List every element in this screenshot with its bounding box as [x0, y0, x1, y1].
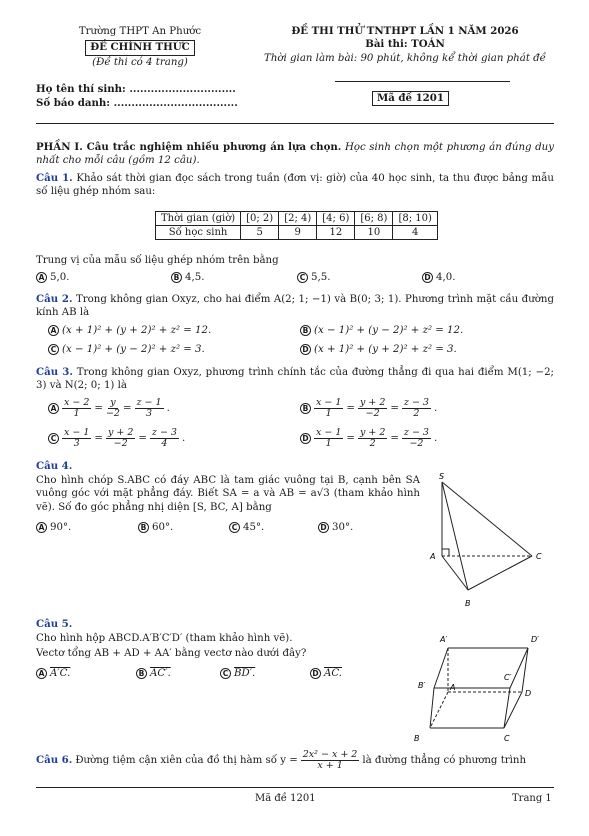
q3-option-a[interactable]: A $\frac{x - 2}{1}$ = $\frac{y}{-2}$ = $\frac{z - 1}{3}$ . — [48, 398, 170, 419]
table-cell: 12 — [317, 226, 355, 240]
fraction: $\frac{z - 3}{-2}$ — [403, 427, 429, 449]
q1-text: Câu 1. Khảo sát thời gian đọc sách trong tuần (đơn vị: giờ) của 40 học sinh, ta thu được bảng mẫu số liệu ghép nhóm sau: — [36, 172, 554, 198]
label-s: S — [439, 472, 445, 481]
fraction: $\frac{x - 1}{1}$ — [316, 427, 342, 449]
q4-option-c[interactable]: C 45°. — [229, 521, 264, 534]
table-cell: 4 — [393, 226, 437, 240]
label-c-prime: C′ — [504, 673, 512, 682]
q5-label: Câu 5. — [36, 618, 73, 630]
q4-option-a[interactable]: A 90°. — [36, 521, 71, 534]
header-rule — [335, 81, 510, 82]
q6-fraction: $\frac{\text{2x² − x + 2}}{x + 1}$ — [302, 749, 358, 771]
label-c: C — [536, 552, 542, 561]
label-a: A — [450, 683, 456, 692]
q5-option-c[interactable]: C BD′. — [220, 667, 255, 680]
fraction: $\frac{z - 3}{2}$ — [403, 397, 429, 419]
label-b: B — [465, 599, 471, 608]
pages-note: (Đề thi có 4 trang) — [92, 56, 188, 68]
header-divider — [36, 123, 554, 124]
id-field: Số báo danh: ................................... — [36, 97, 238, 109]
subject: Bài thi: TOÁN — [365, 38, 445, 51]
time-note: Thời gian làm bài: 90 phút, không kể thời gian phát đề — [264, 52, 546, 64]
footer-page: Trang 1 — [512, 793, 552, 804]
fraction: $\frac{x - 1}{1}$ — [316, 397, 342, 419]
table-cell: 9 — [279, 226, 317, 240]
fraction: $\frac{y + 2}{-2}$ — [359, 397, 386, 419]
label-a: A — [430, 552, 436, 561]
fraction: $\frac{z - 3}{4}$ — [151, 427, 177, 449]
table-cell: Số học sinh — [156, 226, 241, 240]
q6-text: Câu 6. Đường tiệm cận xiên của đồ thị hàm số y = $\frac{\text{2x² − x + 2}}{x + 1}$ là đường thẳng có phương trình — [36, 749, 527, 771]
q1-prompt: Trung vị của mẫu số liệu ghép nhóm trên bằng — [36, 255, 279, 266]
label-b: B — [414, 734, 420, 743]
q2-option-b[interactable]: B (x − 1)² + (y − 2)² + z² = 12. — [300, 324, 463, 337]
part1-heading: PHẦN I. Câu trắc nghiệm nhiều phương án lựa chọn. Học sinh chọn một phương án đúng duy nhất cho mỗi câu (gồm 12 câu). — [36, 141, 555, 167]
q1-option-b[interactable]: B 4,5. — [171, 271, 204, 284]
school-block — [60, 25, 220, 69]
table-cell: Thời gian (giờ) — [156, 212, 241, 226]
right-angle-mark — [442, 549, 449, 556]
q4-option-d[interactable]: D 30°. — [318, 521, 353, 534]
edge-bc — [468, 556, 532, 590]
edge-b1b — [430, 688, 434, 728]
label-d: D — [525, 689, 532, 698]
edge-a1b1 — [434, 648, 448, 688]
table-cell: [8; 10) — [393, 212, 437, 226]
q4-option-b[interactable]: B 60°. — [138, 521, 173, 534]
official-label: ĐỀ CHÍNH THỨC — [85, 40, 194, 55]
label-a-prime: A′ — [440, 635, 448, 644]
q5-option-d[interactable]: D AC. — [310, 667, 342, 680]
fraction: $\frac{x - 1}{3}$ — [64, 427, 90, 449]
box-figure — [410, 628, 560, 748]
table-cell: [4; 6) — [317, 212, 355, 226]
q3-text: Câu 3. Trong không gian Oxyz, phương trình chính tắc của đường thẳng đi qua hai điểm M(1; −2; 3) và N(2; 0; 1) là — [36, 366, 554, 392]
school-name: Trường THPT An Phước — [78, 26, 202, 37]
exam-block — [255, 25, 555, 65]
q2-option-d[interactable]: D (x + 1)² + (y + 2)² + z² = 3. — [300, 343, 457, 356]
label-c: C — [504, 734, 510, 743]
name-field: Họ tên thí sinh: .............................. — [36, 83, 236, 95]
q5-option-b[interactable]: B AC′. — [136, 667, 171, 680]
q3-option-b[interactable]: B $\frac{x - 1}{1}$ = $\frac{y + 2}{-2}$ = $\frac{z - 3}{2}$ . — [300, 398, 437, 419]
q3-option-d[interactable]: D $\frac{x - 1}{1}$ = $\frac{y + 2}{2}$ = $\frac{z - 3}{-2}$ . — [300, 428, 437, 449]
exam-code: Mã đề 1201 — [372, 91, 449, 106]
exam-title: ĐỀ THI THỬ TNTHPT LẦN 1 NĂM 2026 — [291, 25, 519, 37]
q1-option-d[interactable]: D 4,0. — [422, 271, 455, 284]
footer-rule — [36, 787, 554, 788]
q2-option-a[interactable]: A (x + 1)² + (y + 2)² + z² = 12. — [48, 324, 211, 337]
fraction: $\frac{x - 2}{1}$ — [64, 397, 90, 419]
label-b-prime: B′ — [418, 681, 426, 690]
q5-text2: Vectơ tổng AB + AD + AA′ bằng vectơ nào dưới đây? — [36, 648, 307, 659]
fraction: $\frac{y}{-2}$ — [105, 397, 120, 419]
q4-label: Câu 4. — [36, 460, 73, 472]
q1-option-c[interactable]: C 5,5. — [297, 271, 330, 284]
fraction: $\frac{y + 2}{-2}$ — [107, 427, 134, 449]
q1-table — [155, 211, 438, 240]
q4-text: Cho hình chóp S.ABC có đáy ABC là tam giác vuông tại B, cạnh bên SA vuông góc với mặt phẳng đáy. Biết SA = a và AB = a√3 (tham khảo hình vẽ). Số đo góc phẳng nhị diện [S, BC, A] bằng — [36, 475, 420, 513]
label-d-prime: D′ — [531, 635, 539, 644]
q5-option-a[interactable]: A A′C. — [36, 667, 70, 680]
table-cell: 10 — [355, 226, 393, 240]
table-cell: [2; 4) — [279, 212, 317, 226]
table-cell: [6; 8) — [355, 212, 393, 226]
q2-option-c[interactable]: C (x − 1)² + (y − 2)² + z² = 3. — [48, 343, 205, 356]
fraction: $\frac{y + 2}{2}$ — [359, 427, 386, 449]
pyramid-figure — [420, 470, 560, 615]
edge-sc — [442, 482, 532, 556]
q5-text1: Cho hình hộp ABCD.A′B′C′D′ (tham khảo hình vẽ). — [36, 633, 293, 644]
table-cell: 5 — [241, 226, 279, 240]
q3-option-c[interactable]: C $\frac{x - 1}{3}$ = $\frac{y + 2}{-2}$ = $\frac{z - 3}{4}$ . — [48, 428, 185, 449]
fraction: $\frac{z - 1}{3}$ — [136, 397, 162, 419]
table-cell: [0; 2) — [241, 212, 279, 226]
q1-option-a[interactable]: A 5,0. — [36, 271, 69, 284]
footer-code: Mã đề 1201 — [255, 793, 316, 804]
q2-text: Câu 2. Trong không gian Oxyz, cho hai điểm A(2; 1; −1) và B(0; 3; 1). Phương trình mặt cầu đường kính AB là — [36, 293, 554, 319]
